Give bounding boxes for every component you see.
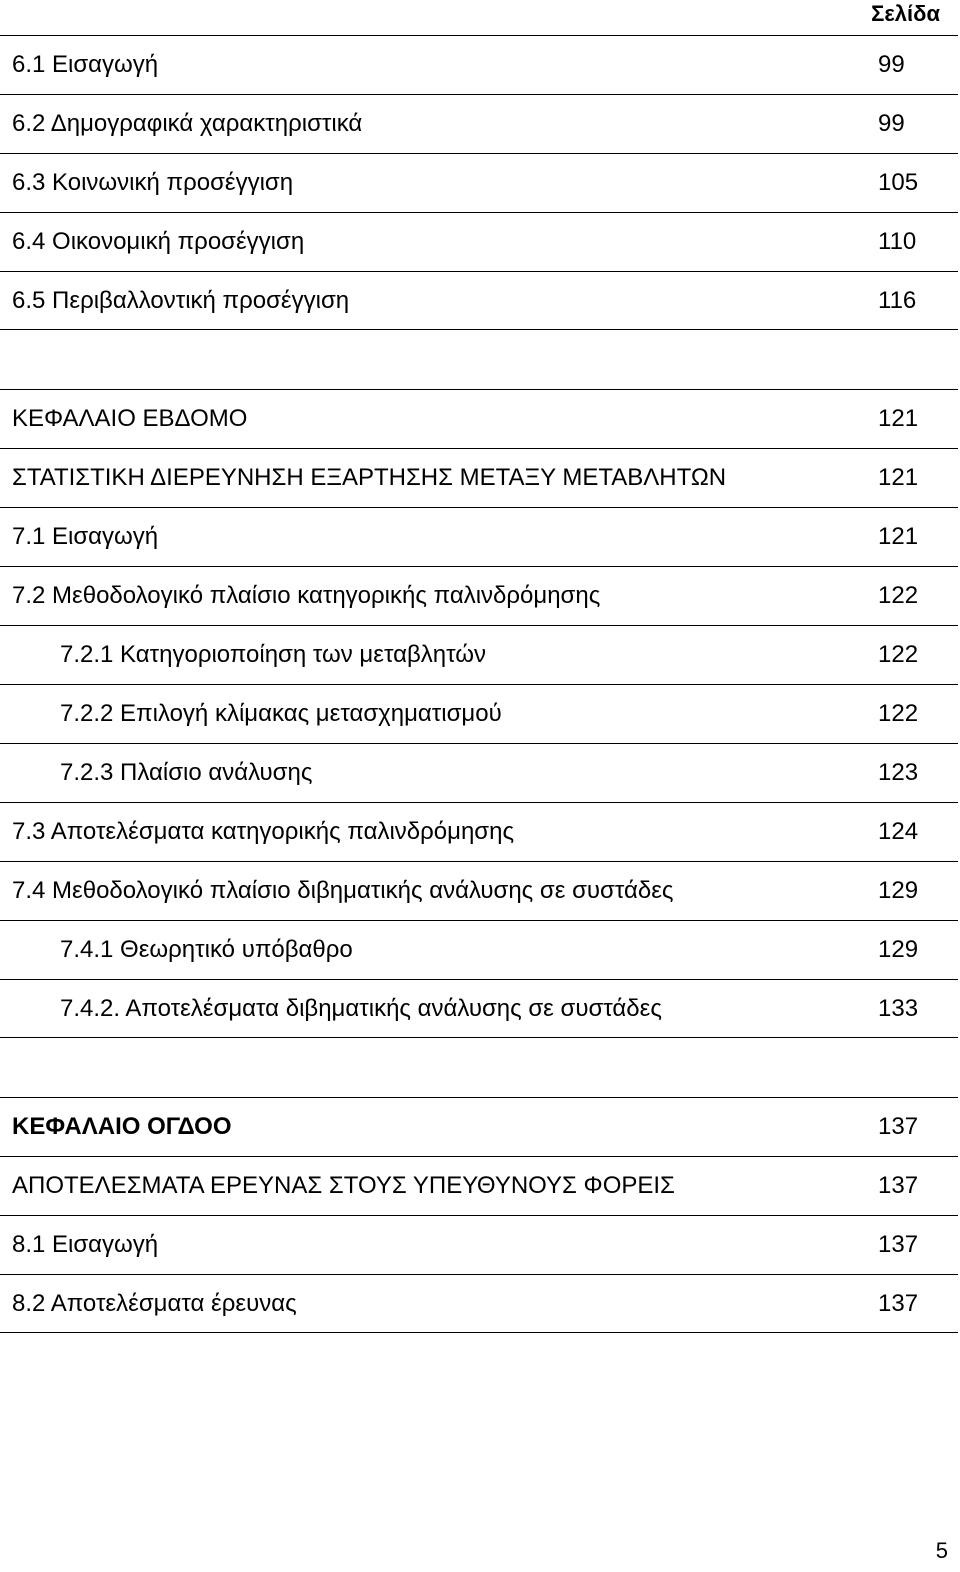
toc-entry-page: 110 bbox=[878, 228, 917, 255]
toc-entry-title: 6.5 Περιβαλλοντική προσέγγιση bbox=[12, 286, 350, 314]
toc-entry-title: 7.2.1 Κατηγοριοποίηση των μεταβλητών bbox=[60, 641, 486, 668]
toc-entry-title: 6.3 Κοινωνική προσέγγιση bbox=[12, 169, 294, 196]
toc-entry-page: 123 bbox=[878, 759, 919, 786]
toc-entry[interactable] bbox=[0, 271, 958, 330]
toc-entry-page: 133 bbox=[878, 994, 919, 1022]
toc-entry-page: 116 bbox=[878, 286, 917, 314]
toc-entry-title: 7.3 Αποτελέσματα κατηγορικής παλινδρόμησης bbox=[12, 818, 515, 845]
toc-entry-title: 6.1 Εισαγωγή bbox=[12, 51, 159, 78]
toc-entry-page: 137 bbox=[878, 1113, 919, 1140]
toc-entry-page: 99 bbox=[878, 110, 905, 137]
toc-entry[interactable] bbox=[0, 625, 958, 684]
toc-entry[interactable] bbox=[0, 861, 958, 920]
toc-entry-title: 7.4 Μεθοδολογικό πλαίσιο διβηματικής ανάλυσης σε συστάδες bbox=[12, 877, 674, 904]
toc-entry-page: 137 bbox=[878, 1231, 919, 1258]
toc-entry[interactable] bbox=[0, 94, 958, 153]
toc-entry[interactable] bbox=[0, 566, 958, 625]
toc-entry-page: 121 bbox=[878, 523, 919, 550]
toc-entry-page: 121 bbox=[878, 405, 919, 432]
toc-entry-page: 137 bbox=[878, 1172, 919, 1199]
toc-entry-page: 105 bbox=[878, 169, 919, 196]
toc-entry[interactable] bbox=[0, 389, 958, 448]
toc-entry[interactable] bbox=[0, 35, 958, 94]
toc-entry-title: 7.2 Μεθοδολογικό πλαίσιο κατηγορικής παλινδρόμησης bbox=[12, 582, 601, 609]
toc-entry[interactable] bbox=[0, 743, 958, 802]
toc-entry[interactable] bbox=[0, 802, 958, 861]
group-spacer bbox=[0, 330, 958, 389]
toc-entry[interactable] bbox=[0, 979, 958, 1038]
toc-entry-title: 7.4.1 Θεωρητικό υπόβαθρο bbox=[60, 936, 353, 963]
toc-entry-title: ΣΤΑΤΙΣΤΙΚΗ ΔΙΕΡΕΥΝΗΣΗ ΕΞΑΡΤΗΣΗΣ ΜΕΤΑΞΥ ΜΕΤΑΒΛΗΤΩΝ bbox=[12, 464, 727, 491]
toc-entry[interactable] bbox=[0, 1156, 958, 1215]
toc-entry-title: 7.2.3 Πλαίσιο ανάλυσης bbox=[60, 759, 313, 786]
toc-entry[interactable] bbox=[0, 684, 958, 743]
toc-entry-title: 7.4.2. Αποτελέσματα διβηματικής ανάλυσης σε συστάδες bbox=[60, 994, 662, 1022]
toc-entry-page: 129 bbox=[878, 936, 919, 963]
toc-entry-title: ΚΕΦΑΛΑΙΟ ΕΒΔΟΜΟ bbox=[12, 405, 248, 432]
toc-entry-page: 124 bbox=[878, 818, 919, 845]
table-of-contents bbox=[0, 35, 958, 1333]
toc-entry[interactable] bbox=[0, 920, 958, 979]
toc-entry-page: 121 bbox=[878, 464, 919, 491]
toc-entry-title: ΚΕΦΑΛΑΙΟ ΟΓΔΟΟ bbox=[12, 1113, 232, 1140]
page-column-header: Σελίδα bbox=[871, 1, 940, 26]
toc-entry[interactable] bbox=[0, 1215, 958, 1274]
toc-entry-title: 6.4 Οικονομική προσέγγιση bbox=[12, 228, 305, 255]
toc-entry-page: 129 bbox=[878, 877, 919, 904]
toc-entry[interactable] bbox=[0, 1274, 958, 1333]
toc-entry-page: 122 bbox=[878, 700, 919, 727]
toc-entry-title: 6.2 Δημογραφικά χαρακτηριστικά bbox=[12, 110, 363, 137]
toc-entry[interactable] bbox=[0, 1097, 958, 1156]
group-spacer bbox=[0, 1038, 958, 1097]
toc-entry-title: 7.2.2 Επιλογή κλίμακας μετασχηματισμού bbox=[60, 700, 502, 727]
toc-entry-page: 122 bbox=[878, 582, 919, 609]
toc-entry[interactable] bbox=[0, 448, 958, 507]
toc-entry-page: 137 bbox=[878, 1289, 919, 1317]
toc-entry-page: 122 bbox=[878, 641, 919, 668]
toc-entry[interactable] bbox=[0, 212, 958, 271]
toc-entry[interactable] bbox=[0, 507, 958, 566]
toc-entry-title: 7.1 Εισαγωγή bbox=[12, 523, 159, 550]
toc-entry-title: 8.1 Εισαγωγή bbox=[12, 1231, 159, 1258]
page-number: 5 bbox=[935, 1538, 948, 1563]
toc-entry-page: 99 bbox=[878, 51, 905, 78]
toc-entry-title: ΑΠΟΤΕΛΕΣΜΑΤΑ ΕΡΕΥΝΑΣ ΣΤΟΥΣ ΥΠΕΥΘΥΝΟΥΣ ΦΟΡΕΙΣ bbox=[12, 1172, 675, 1199]
toc-entry[interactable] bbox=[0, 153, 958, 212]
toc-entry-title: 8.2 Αποτελέσματα έρευνας bbox=[12, 1289, 297, 1317]
